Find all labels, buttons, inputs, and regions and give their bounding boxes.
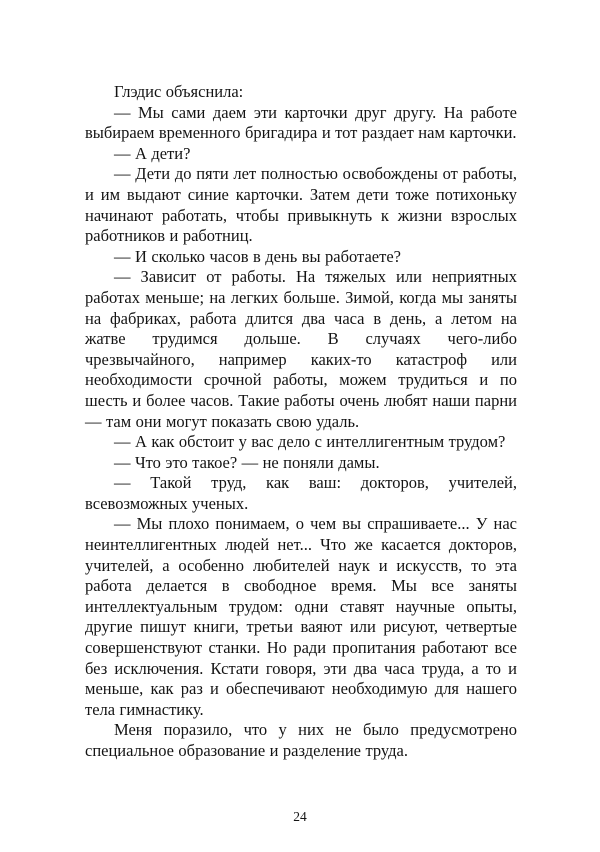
paragraph: — Мы плохо понимаем, о чем вы спрашиваете... У нас неинтеллигентных людей нет... Что же касается докторов, учителей, а особенно любителей наук и искусств, то эта работа делается в свободное время. Мы все заняты интеллектуальным трудом: одни ставят научные опыты, другие пишут книги, третьи ваяют или рисуют, четвертые совершенствуют станки. Но ради пропитания работают все без исключения. Кстати говоря, эти два часа труда, а то и меньше, как раз и обеспечивают необходимую для нашего тела гимнастику. [85, 514, 517, 719]
paragraph: — Мы сами даем эти карточки друг другу. На работе выбираем временного бригадира и тот раздает нам карточки. [85, 102, 517, 143]
paragraph: — А как обстоит у вас дело с интеллигентным трудом? [114, 432, 506, 452]
paragraph: — И сколько часов в день вы работаете? [114, 246, 401, 266]
paragraph: — Что это такое? — не поняли дамы. [114, 452, 380, 472]
paragraph: — Зависит от работы. На тяжелых или неприятных работах меньше; на легких больше. Зимой, когда мы заняты на фабриках, работа длится два часа в день, а летом на жатве трудимся дольше. В случаях чего-либо чрезвычайного, например каких-то катастроф или необходимости срочной работы, можем трудиться и по шесть и более часов. Такие работы очень любят наши парни — там они могут показать свою удаль. [85, 267, 517, 431]
paragraph: Меня поразило, что у них не было предусмотрено специальное образование и разделение труда. [85, 720, 517, 760]
paragraph: — Дети до пяти лет полностью освобождены от работы, и им выдают синие карточки. Затем дети тоже потихоньку начинают работать, чтобы привыкнуть к жизни взрослых работников и работниц. [85, 164, 517, 246]
page-number: 24 [293, 809, 307, 824]
paragraph: — Такой труд, как ваш: докторов, учителей, всевозможных ученых. [85, 473, 517, 513]
paragraph: — А дети? [114, 143, 191, 163]
paragraph: Глэдис объяснила: [114, 82, 244, 101]
text-block [85, 82, 517, 762]
